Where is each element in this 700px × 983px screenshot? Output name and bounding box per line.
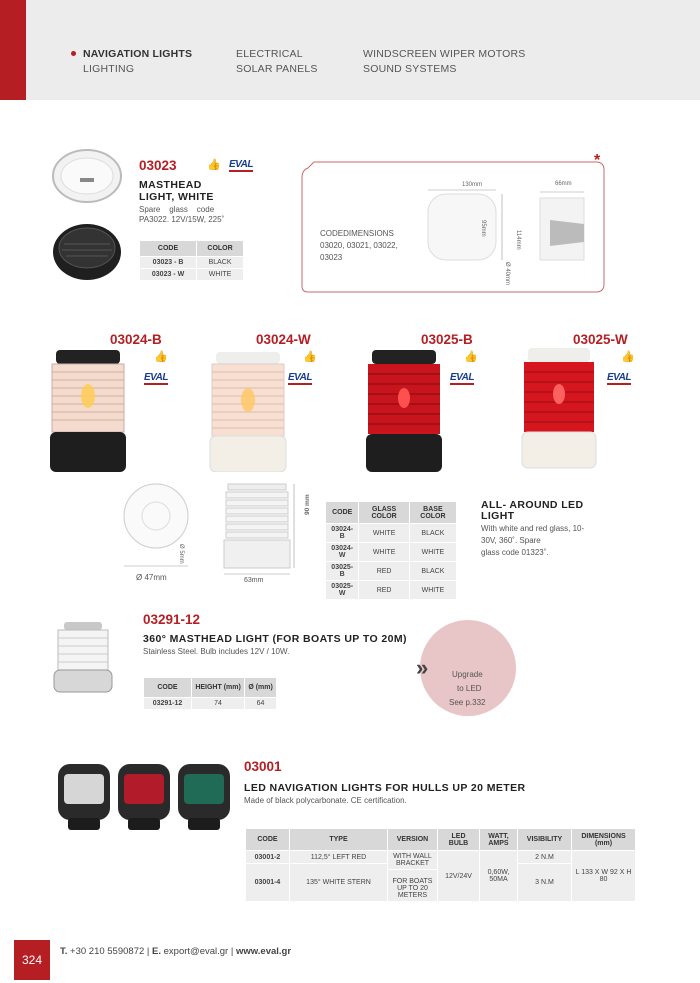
- table-row: [140, 257, 244, 269]
- lamp-03025-b-photo: [364, 350, 444, 472]
- eval-logo: EVAL: [450, 372, 474, 383]
- footer-email[interactable]: export@eval.gr |: [163, 946, 234, 957]
- eval-logo: EVAL: [607, 372, 631, 383]
- product-code-03024-w: 03024-W: [256, 332, 311, 347]
- cell-color: BLACK: [197, 257, 244, 269]
- allround-title-line1: ALL- AROUND LED: [481, 499, 584, 511]
- cell-dimensions: L 133 X W 92 X H 80: [572, 851, 636, 902]
- footer-website[interactable]: www.eval.gr: [235, 946, 292, 957]
- dim-screw-label: Ø 5mm: [178, 544, 184, 564]
- dim-width-63-label: 63mm: [244, 577, 264, 584]
- masthead-360-photo: [50, 622, 116, 698]
- nav-wiper-motors[interactable]: WINDSCREEN WIPER MOTORS: [363, 48, 526, 60]
- table-03291: [143, 677, 277, 710]
- hull-lights-title: LED NAVIGATION LIGHTS FOR HULLS UP 20 METER: [244, 782, 526, 794]
- cell-code: 03001-4: [246, 864, 290, 902]
- cell-code: 03024-B: [326, 524, 359, 543]
- col-header: DIMENSIONS (mm): [572, 829, 636, 851]
- hull-lights-desc: Made of black polycarbonate. CE certification.: [244, 796, 407, 805]
- table-03001: [245, 828, 636, 902]
- cell-code: 03025-W: [326, 581, 359, 600]
- masthead-white-photo: [50, 146, 124, 204]
- dim-width-label: 130mm: [462, 182, 483, 188]
- dimension-box: [300, 152, 606, 296]
- allround-desc-line3: glass code 01323˚.: [481, 548, 549, 557]
- footer-phone-label: T.: [60, 946, 68, 957]
- product-code-03291-12: 03291-12: [143, 612, 201, 627]
- thumbs-up-icon: 👍: [154, 351, 168, 363]
- table-allround: [325, 501, 457, 600]
- col-header: HEIGHT (mm): [192, 678, 245, 698]
- nav-lighting[interactable]: LIGHTING: [83, 63, 135, 75]
- thumbs-up-icon: 👍: [207, 159, 221, 171]
- nav-solar-panels[interactable]: SOLAR PANELS: [236, 63, 318, 75]
- table-03023: [139, 240, 244, 281]
- cell-type: 135° WHITE STERN: [290, 864, 388, 902]
- thumbs-up-icon: 👍: [303, 351, 317, 363]
- cell-glass: WHITE: [359, 543, 409, 562]
- table-row: [140, 269, 244, 281]
- nav-sound-systems[interactable]: SOUND SYSTEMS: [363, 63, 457, 75]
- col-header: GLASS COLOR: [359, 502, 409, 524]
- product-code-03001: 03001: [244, 759, 282, 774]
- cell-type: 112,5° LEFT RED: [290, 851, 388, 864]
- col-header: CODE: [144, 678, 192, 698]
- lamp-03025-w-photo: [518, 348, 600, 470]
- cell-code: 03291-12: [144, 698, 192, 710]
- eval-logo: EVAL: [144, 372, 168, 383]
- col-header: COLOR: [197, 241, 244, 257]
- col-header: LED BULB: [438, 829, 480, 851]
- col-header: CODE: [140, 241, 197, 257]
- product-code-03023: 03023: [139, 158, 177, 173]
- cell-led-bulb: 12V/24V: [438, 851, 480, 902]
- cell-watt-amps: 0,60W, 50MA: [480, 851, 518, 902]
- side-view-drawing: [222, 482, 302, 578]
- cell-base: WHITE: [409, 581, 456, 600]
- allround-desc-line2: 30V, 360˚. Spare: [481, 536, 541, 545]
- dim-depth-label: 66mm: [555, 181, 572, 187]
- dimension-box-codes1: 03020, 03021, 03022,: [320, 241, 398, 250]
- table-row: [326, 524, 457, 543]
- col-header: VISIBILITY: [518, 829, 572, 851]
- masthead-360-desc: Stainless Steel. Bulb includes 12V / 10W.: [143, 647, 290, 656]
- table-row: [326, 562, 457, 581]
- upgrade-link-page[interactable]: See p.332: [449, 698, 486, 707]
- cell-base: WHITE: [409, 543, 456, 562]
- product-desc-line2: PA3022. 12V/15W, 225˚: [139, 215, 225, 224]
- cell-color: WHITE: [197, 269, 244, 281]
- top-view-drawing: [118, 478, 198, 578]
- thumbs-up-icon: 👍: [621, 351, 635, 363]
- cell-glass: RED: [359, 562, 409, 581]
- page-number: 324: [14, 940, 50, 980]
- col-header: TYPE: [290, 829, 388, 851]
- table-row: [326, 543, 457, 562]
- cell-version: WITH WALL BRACKET: [388, 851, 438, 870]
- cell-glass: RED: [359, 581, 409, 600]
- lamp-03024-b-photo: [46, 350, 130, 472]
- upgrade-text-1: Upgrade: [452, 670, 483, 679]
- dim-base-label: Ø 40mm: [504, 262, 510, 286]
- cell-height: 74: [192, 698, 245, 710]
- product-desc-line1: Spare glass code: [139, 205, 215, 214]
- nav-electrical[interactable]: ELECTRICAL: [236, 48, 303, 60]
- hull-lights-photo: [52, 758, 242, 834]
- product-code-03025-w: 03025-W: [573, 332, 628, 347]
- dim-diameter-label: Ø 47mm: [136, 573, 167, 582]
- col-header: WATT, AMPS: [480, 829, 518, 851]
- cell-code: 03023 - W: [140, 269, 197, 281]
- header-red-tab: [0, 0, 26, 100]
- dim-height-label: 114mm: [515, 230, 521, 250]
- footer-contact: [60, 946, 291, 957]
- product-code-03024-b: 03024-B: [110, 332, 162, 347]
- upgrade-text-2: to LED: [457, 684, 482, 693]
- col-header: VERSION: [388, 829, 438, 851]
- col-header: BASE COLOR: [409, 502, 456, 524]
- dim-side-label: 95mm: [480, 220, 486, 237]
- nav-navigation-lights[interactable]: NAVIGATION LIGHTS: [83, 48, 193, 60]
- product-title-line1: MASTHEAD: [139, 179, 202, 191]
- col-header: CODE: [326, 502, 359, 524]
- product-title-line2: LIGHT, WHITE: [139, 191, 214, 203]
- product-code-03025-b: 03025-B: [421, 332, 473, 347]
- allround-desc-line1: With white and red glass, 10-: [481, 524, 585, 533]
- dimension-box-codes2: 03023: [320, 253, 343, 262]
- cell-version: FOR BOATS UP TO 20 METERS: [388, 870, 438, 902]
- eval-logo: EVAL: [229, 159, 253, 170]
- table-row: [144, 698, 277, 710]
- cell-code: 03023 - B: [140, 257, 197, 269]
- cell-base: BLACK: [409, 562, 456, 581]
- table-row: [326, 581, 457, 600]
- cell-base: BLACK: [409, 524, 456, 543]
- cell-code: 03025-B: [326, 562, 359, 581]
- cell-code: 03001-2: [246, 851, 290, 864]
- cell-code: 03024-W: [326, 543, 359, 562]
- dimension-box-title: CODEDIMENSIONS: [320, 229, 394, 238]
- eval-logo: EVAL: [288, 372, 312, 383]
- cell-diameter: 64: [245, 698, 277, 710]
- masthead-black-photo: [50, 220, 124, 282]
- star-mark: *: [594, 152, 601, 169]
- allround-title-line2: LIGHT: [481, 510, 515, 522]
- thumbs-up-icon: 👍: [464, 351, 478, 363]
- cell-visibility: 2 N.M: [518, 851, 572, 864]
- footer-phone[interactable]: +30 210 5590872 |: [70, 946, 150, 957]
- double-chevron-icon: »: [416, 655, 429, 680]
- active-bullet-icon: [71, 51, 76, 56]
- table-row: [246, 851, 636, 864]
- cell-visibility: 3 N.M: [518, 864, 572, 902]
- footer-email-label: E.: [152, 946, 161, 957]
- masthead-360-title: 360° MASTHEAD LIGHT (FOR BOATS UP TO 20M): [143, 633, 407, 645]
- col-header: Ø (mm): [245, 678, 277, 698]
- lamp-03024-w-photo: [206, 352, 290, 472]
- cell-glass: WHITE: [359, 524, 409, 543]
- dim-height-90-label: 90 mm: [304, 494, 311, 515]
- col-header: CODE: [246, 829, 290, 851]
